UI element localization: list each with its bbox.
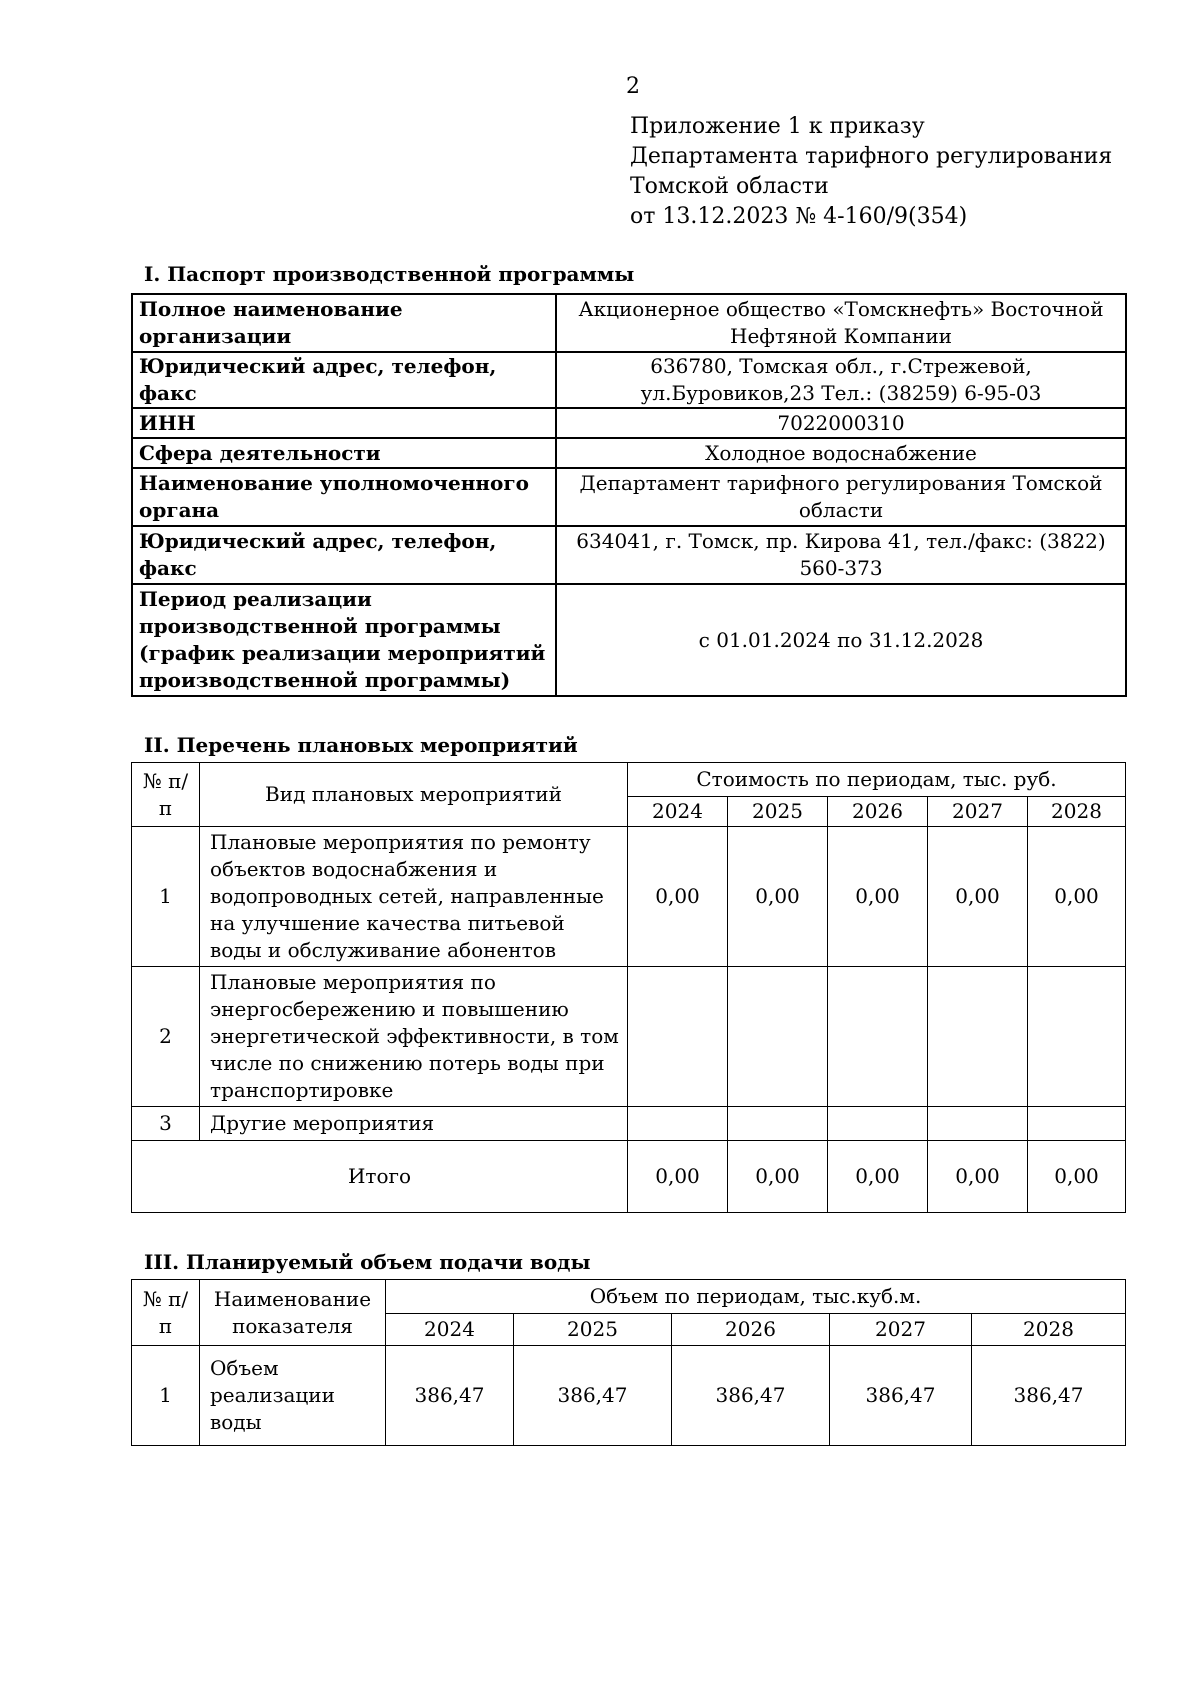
row-num: 1: [132, 1346, 200, 1446]
table-row: [132, 967, 1126, 1107]
section-3-title: III. Планируемый объем подачи воды: [144, 1250, 591, 1274]
passport-row: [132, 352, 1126, 408]
passport-value: 636780, Томская обл., г.Стрежевой, ул.Буровиков,23 Тел.: (38259) 6-95-03: [556, 352, 1126, 408]
passport-row: [132, 526, 1126, 584]
passport-value: 634041, г. Томск, пр. Кирова 41, тел./факс: (3822) 560-373: [556, 526, 1126, 584]
year-cell: 2025: [728, 797, 828, 827]
passport-value: 7022000310: [556, 408, 1126, 438]
passport-table: [131, 293, 1127, 697]
appendix-header: [630, 112, 1112, 232]
passport-label: Юридический адрес, телефон, факс: [132, 526, 556, 584]
water-supply-table: [131, 1279, 1126, 1446]
row-name: Плановые мероприятия по энергосбережению и повышению энергетической эффективности, в том числе по снижению потерь воды при транспортировке: [200, 967, 628, 1107]
passport-row: [132, 438, 1126, 468]
value-cell: 0,00: [928, 827, 1028, 967]
value-cell: [1028, 967, 1126, 1107]
passport-label: Полное наименование организации: [132, 294, 556, 352]
year-cell: 2025: [514, 1314, 672, 1346]
row-name: Плановые мероприятия по ремонту объектов водоснабжения и водопроводных сетей, направленные на улучшение качества питьевой воды и обслуживание абонентов: [200, 827, 628, 967]
value-cell: 0,00: [828, 827, 928, 967]
appendix-line-3: Томской области: [630, 174, 829, 199]
value-cell: [928, 967, 1028, 1107]
header-kind: Вид плановых мероприятий: [200, 763, 628, 827]
section-2-title: II. Перечень плановых мероприятий: [144, 733, 578, 757]
value-cell: [728, 1107, 828, 1141]
total-value: 0,00: [828, 1141, 928, 1213]
table-row: [132, 827, 1126, 967]
value-cell: 0,00: [628, 827, 728, 967]
value-cell: 386,47: [386, 1346, 514, 1446]
value-cell: 386,47: [672, 1346, 830, 1446]
passport-value: с 01.01.2024 по 31.12.2028: [556, 584, 1126, 696]
appendix-line-2: Департамента тарифного регулирования: [630, 144, 1113, 169]
passport-label: ИНН: [132, 408, 556, 438]
value-cell: 386,47: [830, 1346, 972, 1446]
value-cell: [928, 1107, 1028, 1141]
appendix-line-4: от 13.12.2023 № 4-160/9(354): [630, 204, 968, 229]
value-cell: [828, 967, 928, 1107]
row-num: 3: [132, 1107, 200, 1141]
passport-value: Акционерное общество «Томскнефть» Восточной Нефтяной Компании: [556, 294, 1126, 352]
year-cell: 2024: [628, 797, 728, 827]
year-cell: 2028: [972, 1314, 1126, 1346]
passport-row: [132, 408, 1126, 438]
row-name: Другие мероприятия: [200, 1107, 628, 1141]
passport-row: [132, 584, 1126, 696]
year-cell: 2024: [386, 1314, 514, 1346]
passport-label: Период реализации производственной программы (график реализации мероприятий производственной программы): [132, 584, 556, 696]
header-name: Наименование показателя: [200, 1280, 386, 1346]
total-value: 0,00: [928, 1141, 1028, 1213]
header-num: № п/п: [132, 1280, 200, 1346]
page-number: 2: [626, 74, 640, 99]
section-1-title: I. Паспорт производственной программы: [144, 262, 635, 286]
value-cell: [728, 967, 828, 1107]
value-cell: 0,00: [728, 827, 828, 967]
year-cell: 2026: [672, 1314, 830, 1346]
passport-label: Наименование уполномоченного органа: [132, 468, 556, 526]
total-value: 0,00: [728, 1141, 828, 1213]
value-cell: [628, 1107, 728, 1141]
header-num: № п/п: [132, 763, 200, 827]
total-value: 0,00: [1028, 1141, 1126, 1213]
appendix-line-1: Приложение 1 к приказу: [630, 114, 925, 139]
passport-row: [132, 468, 1126, 526]
passport-label: Сфера деятельности: [132, 438, 556, 468]
table-row: [132, 1346, 1126, 1446]
passport-value: Департамент тарифного регулирования Томской области: [556, 468, 1126, 526]
passport-value: Холодное водоснабжение: [556, 438, 1126, 468]
value-cell: [1028, 1107, 1126, 1141]
total-label: Итого: [132, 1141, 628, 1213]
header-cost: Стоимость по периодам, тыс. руб.: [628, 763, 1126, 797]
row-num: 2: [132, 967, 200, 1107]
value-cell: [828, 1107, 928, 1141]
passport-row: [132, 294, 1126, 352]
year-cell: 2026: [828, 797, 928, 827]
row-num: 1: [132, 827, 200, 967]
value-cell: 0,00: [1028, 827, 1126, 967]
year-cell: 2027: [928, 797, 1028, 827]
header-volume: Объем по периодам, тыс.куб.м.: [386, 1280, 1126, 1314]
total-row: [132, 1141, 1126, 1213]
row-name: Объем реализации воды: [200, 1346, 386, 1446]
value-cell: [628, 967, 728, 1107]
header-row: [132, 1280, 1126, 1314]
header-row: [132, 763, 1126, 797]
value-cell: 386,47: [972, 1346, 1126, 1446]
passport-label: Юридический адрес, телефон, факс: [132, 352, 556, 408]
year-cell: 2028: [1028, 797, 1126, 827]
value-cell: 386,47: [514, 1346, 672, 1446]
planned-measures-table: [131, 762, 1126, 1213]
table-row: [132, 1107, 1126, 1141]
year-cell: 2027: [830, 1314, 972, 1346]
total-value: 0,00: [628, 1141, 728, 1213]
